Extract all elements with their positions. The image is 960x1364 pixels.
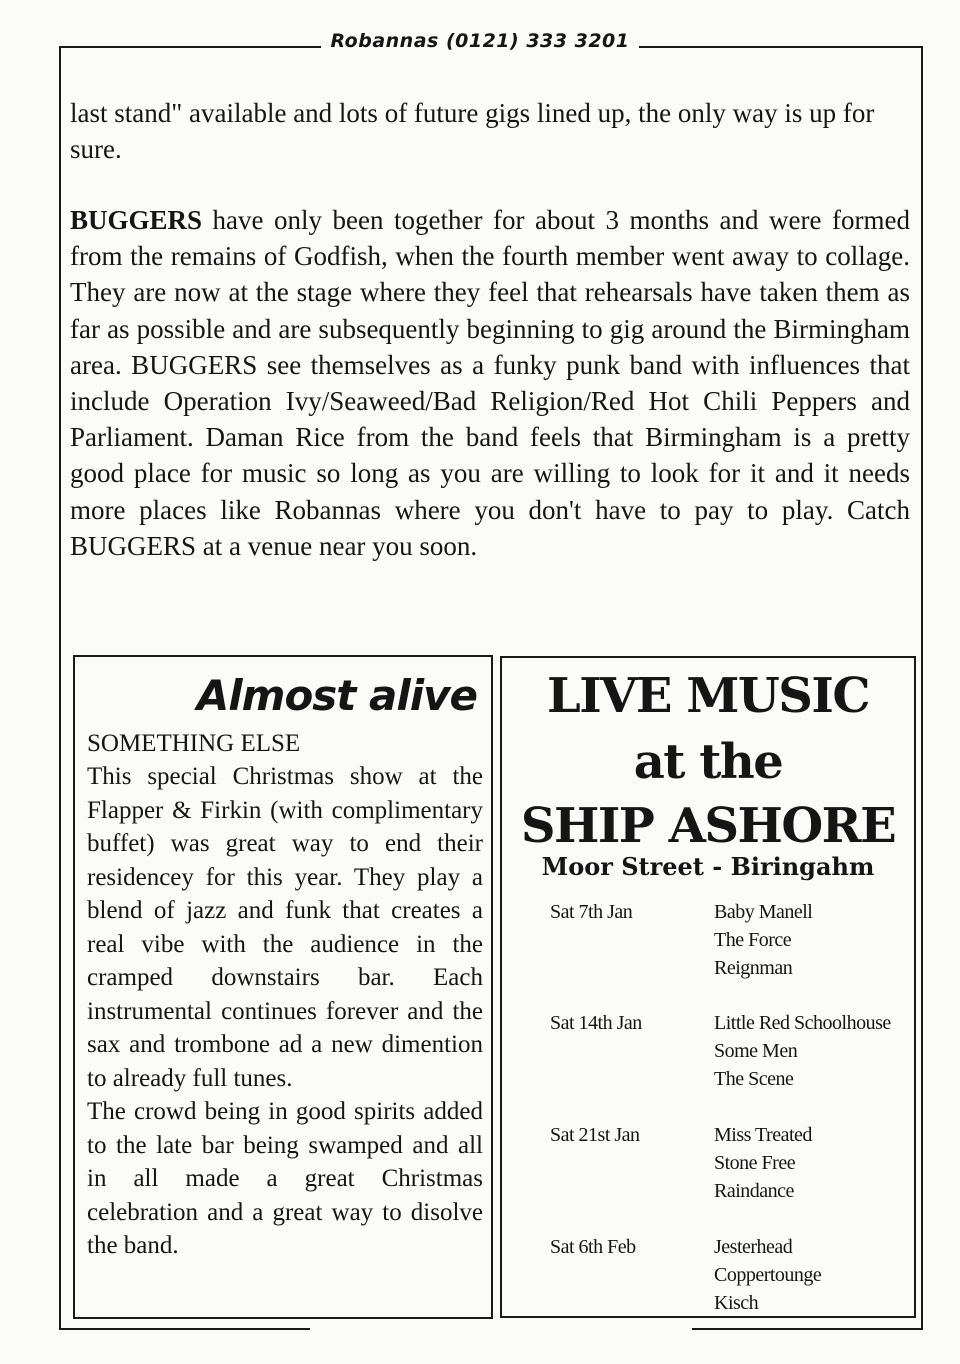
band-name: Miss Treated	[714, 1124, 812, 1146]
live-music-title: LIVE MUSIC	[546, 668, 870, 724]
band-name: Stone Free	[714, 1152, 796, 1174]
page-header	[0, 30, 960, 52]
gig-bands	[714, 1233, 821, 1317]
band-name: Raindance	[714, 1180, 794, 1202]
almost-alive-box	[73, 655, 493, 1319]
almost-alive-subtitle: SOMETHING ELSE	[87, 730, 301, 757]
band-name: Coppertounge	[714, 1264, 822, 1286]
band-name: Baby Manell	[714, 901, 813, 923]
band-name: Reignman	[714, 957, 793, 979]
almost-alive-paragraph: The crowd being in good spirits added to the late bar being swamped and all in all made a great Christmas celebration and a great way to disolve the band.	[87, 1098, 483, 1259]
band-name: Little Red Schoolhouse	[714, 1012, 891, 1034]
band-name: The Force	[714, 929, 792, 951]
gig-date: Sat 14th Jan	[550, 1012, 642, 1034]
live-music-title: at the	[633, 734, 783, 790]
almost-alive-paragraph: This special Christmas show at the Flapper & Firkin (with complimentary buffet) was great way to end their residencey for this year. They play a blend of jazz and funk that creates a real vibe with the audience in the cramped downstairs bar. Each instrumental continues forever and the sax and trombone ad a new dimention to already full tunes.	[87, 763, 483, 1092]
gig-date: Sat 6th Feb	[550, 1236, 636, 1258]
gig-bands	[714, 898, 812, 982]
article-lead-text: last stand" available and lots of future gigs lined up, the only way is up for sure.	[70, 98, 875, 164]
gig-bands	[714, 1009, 891, 1093]
gig-date: Sat 7th Jan	[550, 901, 633, 923]
band-name: Some Men	[714, 1040, 798, 1062]
gig-bands	[714, 1121, 812, 1205]
buggers-name: BUGGERS	[70, 205, 203, 235]
buggers-paragraph	[70, 202, 910, 564]
almost-alive-body	[87, 760, 483, 1263]
band-name: The Scene	[714, 1068, 794, 1090]
frame-bottom-gap	[310, 1322, 692, 1336]
live-music-box	[500, 656, 916, 1318]
almost-alive-title: Almost alive	[196, 671, 477, 720]
venue-location: Moor Street - Biringahm	[541, 852, 875, 881]
header-contact: Robannas (0121) 333 3201	[321, 30, 640, 52]
venue-name: SHIP ASHORE	[520, 798, 896, 854]
band-name: Jesterhead	[714, 1236, 793, 1258]
gig-date: Sat 21st Jan	[550, 1124, 640, 1146]
buggers-text: have only been together for about 3 months and were formed from the remains of Godfish, when the fourth member went away to collage. They are now at the stage where they feel that rehearsals have taken them as far as possible and are subsequently beginning to gig around the Birmingham area. BUGGERS see themselves as a funky punk band with influences that include Operation Ivy/Seaweed/Bad Religion/Red Hot Chili Peppers and Parliament. Daman Rice from the band feels that Birmingham is a pretty good place for music so long as you are willing to look for it and it needs more places like Robannas where you don't have to pay to play. Catch BUGGERS at a venue near you soon.	[70, 205, 910, 561]
band-name: Kisch	[714, 1292, 759, 1314]
